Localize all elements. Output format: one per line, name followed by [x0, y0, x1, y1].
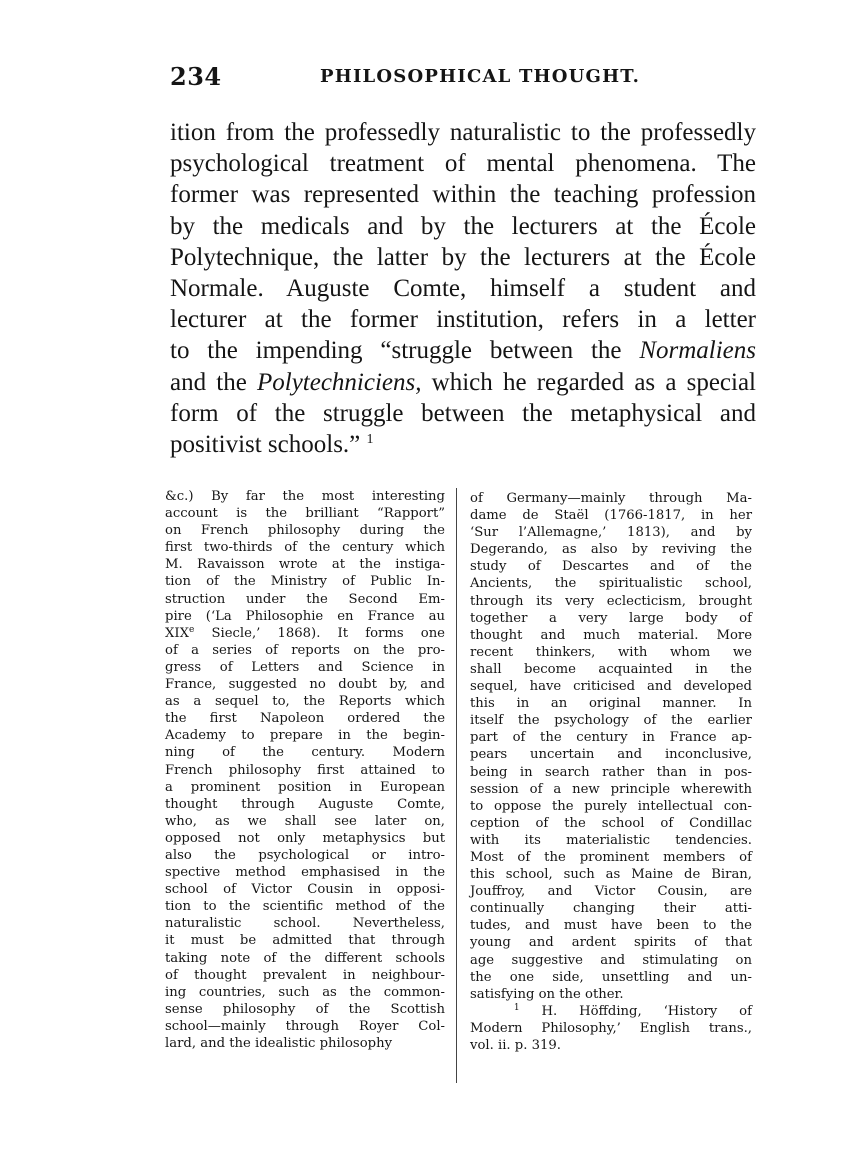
footnote-line: gress of Letters and Science in: [165, 659, 445, 675]
footnote-line: school of Victor Cousin in opposi-: [165, 882, 445, 898]
footnote-line: Academy to prepare in the begin-: [165, 728, 445, 744]
footnote-line: study of Descartes and of the: [470, 559, 752, 575]
text-line: ition from the professedly naturalistic to the professedly: [170, 119, 756, 146]
text-line: [170, 429, 756, 460]
footnote-line: ning of the century. Modern: [165, 745, 445, 761]
footnote-entry: [470, 1003, 752, 1020]
footnote-line: itself the psychology of the earlier: [470, 713, 752, 729]
text-line: Normale. Auguste Comte, himself a student and: [170, 275, 756, 303]
footnote-line: with its materialistic tendencies.: [470, 832, 752, 848]
footnote-line: part of the century in France ap-: [470, 730, 752, 746]
footnote-reference: 1: [366, 432, 374, 448]
footnote-line: as a sequel to, the Reports which: [165, 694, 445, 710]
footnote-line: the first Napoleon ordered the: [165, 711, 445, 727]
text-segment: XIX: [165, 625, 189, 641]
text-segment: and the: [170, 368, 247, 396]
footnote-line: ‘Sur l’Allemagne,’ 1813), and by: [470, 525, 752, 541]
footnote-line: on French philosophy during the: [165, 523, 445, 539]
italic-term: Polytechniciens,: [256, 368, 422, 396]
footnote-line: opposed not only metaphysics but: [165, 830, 445, 846]
footnote-line: tion to the scientific method of the: [165, 899, 445, 915]
footnote-line: Jouffroy, and Victor Cousin, are: [470, 884, 752, 900]
text-line: former was represented within the teaching profession: [170, 181, 756, 209]
footnote-line: Most of the prominent members of: [470, 849, 752, 865]
text-segment: H. Höffding, ‘History of: [519, 1003, 752, 1019]
footnote-line: thought through Auguste Comte,: [165, 796, 445, 812]
footnote-line: account is the brilliant “Rapport”: [165, 506, 445, 522]
page-number: 234: [170, 62, 222, 91]
footnote-line: school—mainly through Royer Col-: [165, 1018, 445, 1034]
footnote-line: pire (‘La Philosophie en France au: [165, 608, 445, 624]
text-segment: to the impending “struggle between the: [170, 337, 622, 365]
footnote-line: sequel, have criticised and developed: [470, 679, 752, 695]
column-divider: [456, 488, 457, 1083]
footnote-line: ing countries, such as the common-: [165, 984, 445, 1000]
footnote-line: of Germany—mainly through Ma-: [470, 491, 752, 506]
superscript: e: [189, 624, 195, 635]
text-line: [170, 367, 756, 398]
footnote-line: M. Ravaisson wrote at the instiga-: [165, 557, 445, 573]
footnote-line: recent thinkers, with whom we: [470, 644, 752, 660]
footnote-line: satisfying on the other.: [470, 986, 624, 1002]
footnote-line: naturalistic school. Nevertheless,: [165, 916, 445, 932]
text-line: lecturer at the former institution, refers in a letter: [170, 306, 756, 334]
footnote-line: Degerando, as also by reviving the: [470, 542, 752, 558]
text-line: [170, 335, 756, 366]
footnote-line: who, as we shall see later on,: [165, 813, 445, 829]
footnote-line: spective method emphasised in the: [165, 865, 445, 881]
footnote-line: the one side, unsettling and un-: [470, 969, 752, 985]
footnote-line: session of a new principle wherewith: [470, 781, 752, 797]
footnote-right-column: [470, 490, 752, 1054]
footnote-line: sense philosophy of the Scottish: [165, 1001, 445, 1017]
text-segment: which he regarded as a special: [431, 368, 756, 396]
footnote-line: first two-thirds of the century which: [165, 540, 445, 556]
footnote-line: France, suggested no doubt by, and: [165, 677, 445, 693]
footnote-marker: 1: [513, 1002, 520, 1013]
footnote-line: vol. ii. p. 319.: [470, 1038, 561, 1053]
footnote-line: it must be admitted that through: [165, 933, 445, 949]
text-line: Polytechnique, the latter by the lecturers at the École: [170, 243, 756, 271]
footnote-line: French philosophy first attained to: [165, 762, 445, 778]
footnote-line: Modern Philosophy,’ English trans.,: [470, 1020, 752, 1036]
running-head: PHILOSOPHICAL THOUGHT.: [320, 66, 641, 87]
footnote-line: dame de Staël (1766-1817, in her: [470, 508, 752, 524]
footnote-line: tudes, and must have been to the: [470, 918, 752, 934]
footnote-line: to oppose the purely intellectual con-: [470, 798, 752, 814]
footnote-line: of a series of reports on the pro-: [165, 642, 445, 658]
italic-term: Normaliens: [639, 337, 757, 365]
footnote-line: through its very eclecticism, brought: [470, 593, 752, 609]
main-text-block: [170, 117, 756, 460]
footnote-line: thought and much material. More: [470, 627, 752, 643]
footnote-line: this in an original manner. In: [470, 696, 752, 712]
footnote-line: being in search rather than in pos-: [470, 764, 752, 780]
footnote-line: taking note of the different schools: [165, 950, 445, 966]
footnote-line: lard, and the idealistic philosophy: [165, 1036, 393, 1051]
footnote-line: together a very large body of: [470, 610, 752, 626]
footnote-line: age suggestive and stimulating on: [470, 952, 752, 968]
text-line: form of the struggle between the metaphysical and: [170, 399, 756, 427]
text-line: by the medicals and by the lecturers at the École: [170, 212, 756, 240]
text-line: psychological treatment of mental phenomena. The: [170, 150, 756, 178]
footnote-line: shall become acquainted in the: [470, 661, 752, 677]
footnote-line: young and ardent spirits of that: [470, 935, 752, 951]
footnote-line: pears uncertain and inconclusive,: [470, 747, 752, 763]
footnote-line: struction under the Second Em-: [165, 591, 445, 607]
footnote-line: &c.) By far the most interesting: [165, 489, 445, 504]
footnote-line: this school, such as Maine de Biran,: [470, 867, 752, 883]
footnote-line: continually changing their atti-: [470, 901, 752, 917]
text-segment: Siecle,’ 1868). It forms one: [194, 625, 445, 641]
footnote-line: Ancients, the spiritualistic school,: [470, 576, 752, 592]
footnote-line: a prominent position in European: [165, 779, 445, 795]
footnote-line: ception of the school of Condillac: [470, 815, 752, 831]
footnote-line: also the psychological or intro-: [165, 847, 445, 863]
footnote-left-column: [165, 488, 445, 1052]
footnote-line: [165, 625, 445, 642]
text-segment: positivist schools.”: [170, 431, 361, 459]
footnote-line: tion of the Ministry of Public In-: [165, 574, 445, 590]
footnote-line: of thought prevalent in neighbour-: [165, 967, 445, 983]
